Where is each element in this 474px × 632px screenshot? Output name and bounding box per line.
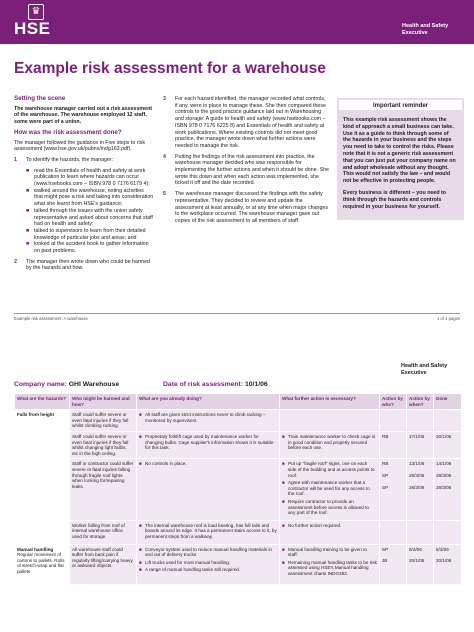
step-2-text: The manager then wrote down who could be harmed by the hazards and how. xyxy=(26,258,150,272)
table-row xyxy=(15,520,462,544)
list-item-text: Require contractor to provide an assessment before access is allowed to any part of the roof. xyxy=(288,498,369,516)
how-text: The manager followed the guidance in Five steps to risk assessment (www.hse.gov.uk/pubns/indg163.pdf). xyxy=(14,139,146,153)
action-by-cell xyxy=(380,544,407,584)
bullet-icon: ■ xyxy=(282,522,285,528)
further-action-cell xyxy=(280,459,380,520)
step-5: 5 The warehouse manager discussed the findings with the safety representative. They decided to review and update the assessment at least annually, or at any time when major changes to the workplace occurred. The warehouse manager gave out copies of the risk assessment to all members of staff. xyxy=(163,191,329,224)
step-1-list xyxy=(26,168,154,255)
footer-title: Example risk assessment: A warehouse xyxy=(14,316,88,321)
list-item xyxy=(282,434,377,451)
list-item xyxy=(139,434,277,451)
action-by-cell-value: SP xyxy=(382,546,389,552)
step-4-text: Putting the findings of the risk assessment into practice, the warehouse manager decided who was responsible for implementing the further actions and when it should be done. She wrote this down and when each action was implemented, she ticked it off and the date recorded. xyxy=(175,153,330,187)
risk-table xyxy=(14,393,462,585)
step-1: 1 To identify the hazards, the manager: xyxy=(14,156,114,163)
list-item xyxy=(139,560,277,566)
list-item-text: No further action required. xyxy=(288,522,342,528)
done-cell xyxy=(434,459,462,520)
bullet-icon: ■ xyxy=(139,559,142,565)
who-harmed-cell xyxy=(70,431,137,458)
hazard-name: Falls from height xyxy=(17,412,55,418)
action-by-cell-value: RB xyxy=(382,433,389,439)
date-label: Date of risk assessment: xyxy=(163,381,244,388)
list-item: ■ walked around the warehouse, noting activities that might pose a risk and taking into consideration what she learnt from HSE's guidance; xyxy=(26,187,154,208)
date-value: 10/1/06 xyxy=(244,381,268,388)
col-hazards: What are the hazards? xyxy=(15,394,70,410)
table-row xyxy=(15,544,462,584)
hazard-cell xyxy=(15,410,70,432)
table-row xyxy=(15,459,462,520)
agency-name-2 xyxy=(401,363,447,377)
bullet-icon: ■ xyxy=(282,546,285,552)
list-item-text: Proprietary forklift cage used by maintenance worker for changing bulbs. Cage supplier's information shows it is suitable for this task. xyxy=(145,433,274,451)
list-item-text: talked to supervisors to learn from their detailed knowledge of particular jobs and areas; and xyxy=(34,227,146,241)
bullet-icon: ■ xyxy=(282,559,285,565)
setting-heading: Setting the scene xyxy=(14,95,66,102)
who-harmed-text: Staff could suffer severe or even fatal injuries if they fall whilst climbing racking. xyxy=(72,412,129,429)
bullet-icon: ■ xyxy=(139,522,142,528)
hse-logo xyxy=(14,4,58,38)
setting-text: The warehouse manager carried out a risk assessment of the warehouse. The warehouse employed 12 staff, some were part of a union. xyxy=(14,105,153,126)
page-footer xyxy=(14,313,460,321)
action-by-cell-value: RB xyxy=(382,461,389,467)
done-cell xyxy=(434,544,462,584)
list-item-text: A range of manual handling tasks still required. xyxy=(145,567,241,573)
hazard-cell xyxy=(15,544,70,584)
list-item-text: Conveyor system used to reduce manual handling materials in and out of delivery trucks. xyxy=(145,546,272,558)
bullet-icon: ■ xyxy=(139,433,142,439)
col-who-harmed: Who might be harmed and how? xyxy=(70,394,137,410)
col-done: Done xyxy=(434,394,462,410)
current-controls-cell xyxy=(137,520,280,544)
done-cell-value: 6/2/06 xyxy=(436,546,449,552)
action-by-cell xyxy=(380,431,407,458)
who-harmed-text: Staff could suffer severe or even fatal injuries if they fall whilst changing light bulbs, etc in the high ceiling. xyxy=(72,433,129,456)
agency-line-1: Health and Safety xyxy=(402,23,449,29)
reminder-paragraph: Every business is different – you need to think through the hazards and controls required in your business for yourself. xyxy=(343,189,447,210)
assessment-date xyxy=(163,381,268,389)
reminder-box xyxy=(337,98,464,220)
further-action-cell xyxy=(280,520,380,544)
list-item: ■ looked at the accident book to gather information on past problems. xyxy=(26,241,154,254)
hazard-cell xyxy=(15,459,70,520)
bullet-icon: ■ xyxy=(282,433,285,439)
company-name xyxy=(14,381,119,389)
action-when-cell-value: 28/3/06 xyxy=(409,472,425,478)
list-item-text: walked around the warehouse, noting activities that might pose a risk and taking into consideration what she learnt from HSE's guidance; xyxy=(34,187,154,208)
who-harmed-cell xyxy=(70,410,137,432)
list-item xyxy=(282,461,377,478)
table-row xyxy=(15,410,462,432)
list-item-text: Train maintenance worker to check cage is in good condition and properly secured before each use. xyxy=(288,433,376,451)
action-by-cell xyxy=(380,459,407,520)
done-cell-value: 28/3/06 xyxy=(436,472,452,478)
list-item xyxy=(282,560,377,577)
reminder-paragraph: This example risk assessment shows the kind of approach a small business can take. Use it as a guide to think through some of the hazards in your business and the steps you need to take to control the risks. Please note that it is not a generic risk assessment that you can just put your company name on and adopt wholesale without any thought. This would not satisfy the law – and would not be effective in protecting people. xyxy=(343,117,456,185)
who-harmed-cell xyxy=(70,459,137,520)
action-by-cell xyxy=(380,410,407,432)
bullet-icon: ■ xyxy=(139,567,142,573)
current-controls-cell xyxy=(137,459,280,520)
list-item xyxy=(139,523,277,540)
step-1-text: To identify the hazards, the manager: xyxy=(26,156,114,163)
bullet-icon: ■ xyxy=(282,480,285,486)
company-label: Company name: xyxy=(14,381,67,388)
list-item-text: Lift trucks used for most manual handling. xyxy=(145,559,231,565)
crown-icon: ♛ xyxy=(28,4,44,20)
step-2: 2 The manager then wrote down who could be harmed by the hazards and how. xyxy=(14,259,154,272)
list-item-text: looked at the accident book to gather information on past problems. xyxy=(34,241,149,255)
done-cell-value: 14/1/06 xyxy=(436,461,452,467)
action-when-cell-value: 20/1/06 xyxy=(409,558,425,564)
header-banner xyxy=(0,0,474,44)
left-column xyxy=(14,96,154,276)
reminder-heading: Important reminder xyxy=(338,99,463,111)
bullet-icon: ■ xyxy=(139,461,142,467)
action-when-cell xyxy=(407,520,434,544)
action-when-cell xyxy=(407,431,434,458)
action-by-cell-value: SP xyxy=(382,484,389,490)
action-when-cell-value: 17/1/06 xyxy=(409,433,425,439)
who-harmed-text: Staff or contractor could suffer severe or fatal injuries falling through fragile roof lights when looking for/repairing leaks. xyxy=(72,461,134,489)
list-item xyxy=(139,567,277,573)
table-header-row xyxy=(15,394,462,410)
step-3-text: For each hazard identified, the manager recorded what controls, if any, were in place to manage these. She then compared these controls to the good practice guidance laid out in Warehousing and storage: A guide to health and safety (www.hsebooks.com – ISBN 978 0 7176 6225 8) and Essentials of health and safety at work publications. Where existing controls did not meet good practice, the manager wrote down what further actions were needed to manage the risk. xyxy=(175,96,326,149)
current-controls-cell xyxy=(137,410,280,432)
hazard-name: Manual handling xyxy=(17,546,54,552)
agency-name xyxy=(402,23,448,37)
action-when-cell xyxy=(407,459,434,520)
who-harmed-text: All warehouse staff could suffer from back pain if regularly lifting/carrying heavy or awkward objects. xyxy=(72,546,133,569)
list-item-text: No controls in place. xyxy=(145,461,187,467)
list-item-text: All staff are given strict instructions never to climb racking – monitored by supervisors. xyxy=(145,412,266,423)
action-when-cell-value: 13/1/06 xyxy=(409,461,425,467)
bullet-icon: ■ xyxy=(282,461,285,467)
agency-line-2: Executive xyxy=(401,370,427,376)
bullet-icon: ■ xyxy=(282,498,285,504)
step-5-text: The warehouse manager discussed the findings with the safety representative. They decided to review and update the assessment at least annually, or at any time when major changes to the workplace occurred. The warehouse manager gave out copies of the risk assessment to all members of staff. xyxy=(175,191,329,224)
list-item-text: read the Essentials of health and safety at work publication to learn where hazards can occur (www.hsebooks.com – ISBN 978 0 7176 6179 4); xyxy=(34,167,150,188)
who-harmed-cell xyxy=(70,544,137,584)
list-item xyxy=(282,547,377,558)
col-already-doing: What are you already doing? xyxy=(137,394,280,410)
hazard-cell xyxy=(15,431,70,458)
done-cell-value: 28/3/06 xyxy=(436,484,452,490)
list-item-text: talked through the issues with the union safety representative and asked about concerns that staff had on health and safety; xyxy=(34,207,153,228)
list-item: ■ read the Essentials of health and safety at work publication to learn where hazards can occur (www.hsebooks.com – ISBN 978 0 7176 6179 4); xyxy=(26,168,154,188)
hazard-cell xyxy=(15,520,70,544)
col-further-action: What further action is necessary? xyxy=(280,394,380,410)
list-item xyxy=(139,547,277,558)
further-action-cell xyxy=(280,410,380,432)
list-item-text: The internal warehouse roof is load bearing, has full rails and boards around its edge. It has a permanent stairs access to it, by permanent steps from a walkway. xyxy=(145,522,277,539)
list-item: ■ talked through the issues with the union safety representative and asked about concerns that staff had on health and safety; xyxy=(26,207,153,228)
list-item xyxy=(139,461,277,467)
further-action-cell xyxy=(280,431,380,458)
agency-line-1: Health and Safety xyxy=(401,363,448,369)
action-when-cell xyxy=(407,410,434,432)
middle-column xyxy=(163,96,329,229)
current-controls-cell xyxy=(137,431,280,458)
action-when-cell-value: 8/2/06 xyxy=(409,546,422,552)
list-item-text: Put up "fragile roof" signs, one on each side of the building and at access points to roof. xyxy=(288,461,375,478)
col-action-by-who: Action by who? xyxy=(380,394,407,410)
done-cell xyxy=(434,410,462,432)
hazard-note: Regular movement of cartons to pallets. Rolls of stretch-wrap and flat pallets xyxy=(17,552,65,575)
action-by-cell-value: JB xyxy=(382,558,388,564)
page-title: Example risk assessment for a warehouse xyxy=(14,60,326,77)
done-cell xyxy=(434,431,462,458)
list-item xyxy=(282,499,377,516)
action-when-cell-value: 28/3/06 xyxy=(409,484,425,490)
list-item-text: Remaining manual handling tasks to be risk assessed using HSE's Manual handling assessment charts INDG383. xyxy=(288,559,377,577)
who-harmed-text: Worker falling from roof of internal warehouse office used for storage. xyxy=(72,522,125,539)
reminder-body xyxy=(337,112,464,215)
action-by-cell xyxy=(380,520,407,544)
step-3: 3 For each hazard identified, the manager recorded what controls, if any, were in place to manage these. She then compared these controls to the good practice guidance laid out in Warehousing and storage: A guide to health and safety (www.hsebooks.com – ISBN 978 0 7176 6225 8) and Essentials of health and safety at work publications. Where existing controls did not meet good practice, the manager wrote down what further actions were needed to manage the risk. xyxy=(163,96,329,150)
list-item-text: Manual handling training to be given to staff. xyxy=(288,546,367,558)
col-action-by-when: Action by when? xyxy=(407,394,434,410)
list-item: ■ talked to supervisors to learn from their detailed knowledge of particular jobs and areas; and xyxy=(26,228,154,241)
logo-text: HSE xyxy=(14,19,51,38)
action-by-cell-value: SP xyxy=(382,472,389,478)
list-item xyxy=(282,480,377,497)
current-controls-cell xyxy=(137,544,280,584)
list-item-text: Agree with maintenance worker that a contractor will be used for any access to the roof. xyxy=(288,480,370,497)
done-cell xyxy=(434,520,462,544)
who-harmed-cell xyxy=(70,520,137,544)
done-cell-value: 20/1/06 xyxy=(436,433,452,439)
bullet-icon: ■ xyxy=(139,546,142,552)
table-row xyxy=(15,431,462,458)
page-count: 1 of 4 pages xyxy=(436,316,460,321)
bullet-icon: ■ xyxy=(139,412,142,418)
agency-line-2: Executive xyxy=(402,30,428,36)
action-when-cell xyxy=(407,544,434,584)
step-4: 4 Putting the findings of the risk assessment into practice, the warehouse manager decided who was responsible for implementing the further actions and when it should be done. She wrote this down and when each action was implemented, she ticked it off and the date recorded. xyxy=(163,153,330,187)
company-value: GHI Warehouse xyxy=(68,381,120,388)
done-cell-value: 20/1/06 xyxy=(436,558,452,564)
list-item xyxy=(282,523,377,529)
how-heading: How was the risk assessment done? xyxy=(14,128,122,136)
list-item xyxy=(139,412,277,423)
further-action-cell xyxy=(280,544,380,584)
